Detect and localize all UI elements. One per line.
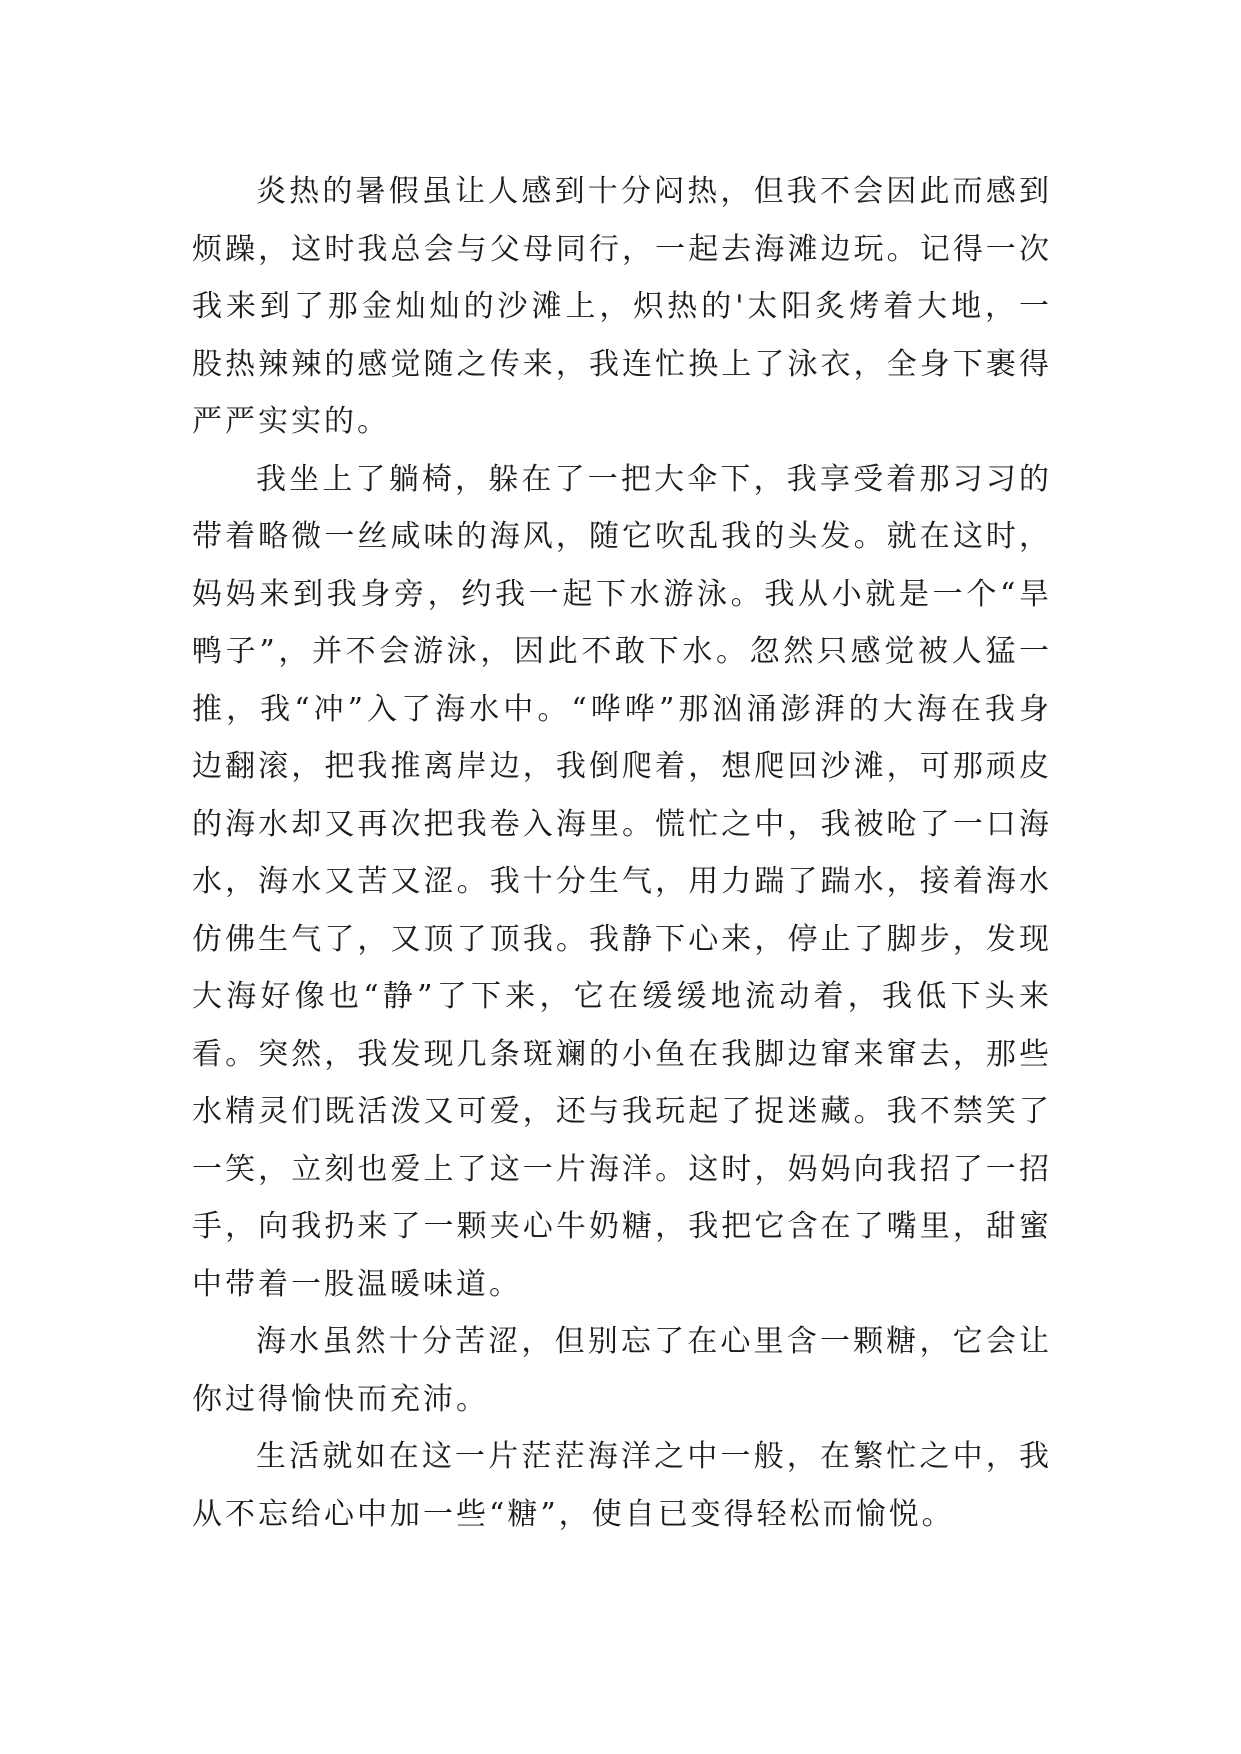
paragraph-3: 海水虽然十分苦涩，但别忘了在心里含一颗糖，它会让你过得愉快而充沛。 [192,1324,1052,1417]
document-body [192,163,1052,1543]
paragraph-4: 生活就如在这一片茫茫海洋之中一般，在繁忙之中，我从不忘给心中加一些“糖”，使自已变得轻松而愉悦。 [192,1439,1052,1532]
paragraph-2: 我坐上了躺椅，躲在了一把大伞下，我享受着那习习的带着略微一丝咸味的海风，随它吹乱我的头发。就在这时，妈妈来到我身旁，约我一起下水游泳。我从小就是一个“旱鸭子”，并不会游泳，因此不敢下水。忽然只感觉被人猛一推，我“冲”入了海水中。“哗哗”那汹涌澎湃的大海在我身边翻滚，把我推离岸边，我倒爬着，想爬回沙滩，可那顽皮的海水却又再次把我卷入海里。慌忙之中，我被呛了一口海水，海水又苦又涩。我十分生气，用力踹了踹水，接着海水仿佛生气了，又顶了顶我。我静下心来，停止了脚步，发现大海好像也“静”了下来，它在缓缓地流动着，我低下头来看。突然，我发现几条斑斓的小鱼在我脚边窜来窜去，那些水精灵们既活泼又可爱，还与我玩起了捉迷藏。我不禁笑了一笑，立刻也爱上了这一片海洋。这时，妈妈向我招了一招手，向我扔来了一颗夹心牛奶糖，我把它含在了嘴里，甜蜜中带着一股温暖味道。 [192,461,1052,1302]
paragraph-1: 炎热的暑假虽让人感到十分闷热，但我不会因此而感到烦躁，这时我总会与父母同行，一起去海滩边玩。记得一次我来到了那金灿灿的沙滩上，炽热的'太阳炙烤着大地，一股热辣辣的感觉随之传来，我连忙换上了泳衣，全身下裹得严严实实的。 [192,174,1052,439]
